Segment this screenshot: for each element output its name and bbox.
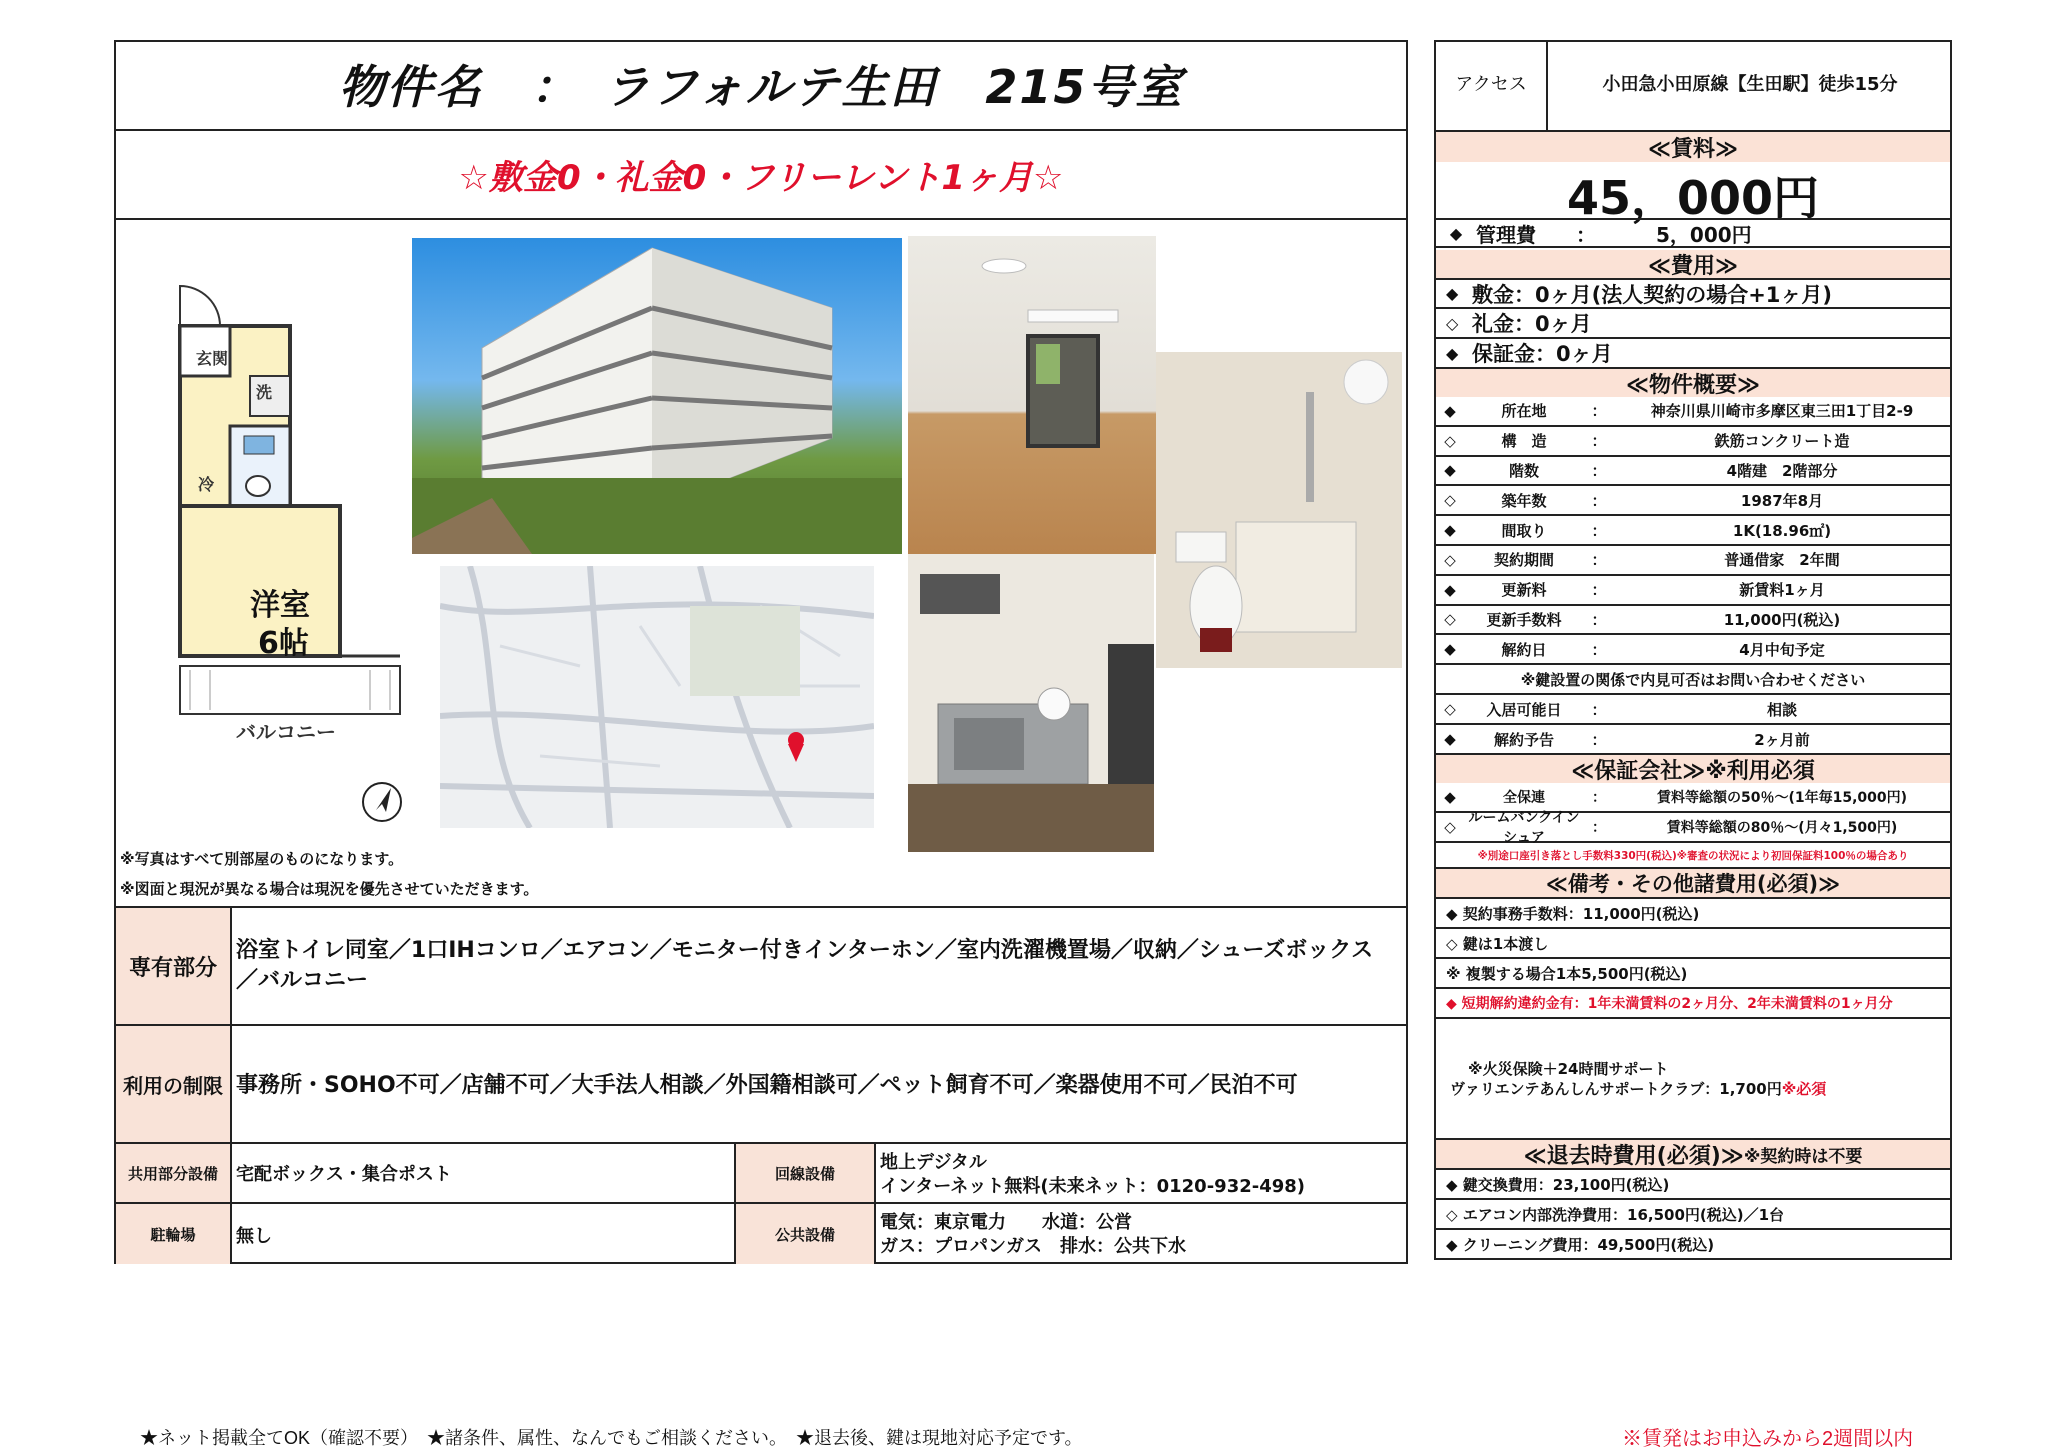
guarantor-value: 賃料等総額の50％～(1年毎15,000円) bbox=[1656, 790, 1908, 806]
overview-value: 鉄筋コンクリート造 bbox=[1714, 432, 1850, 451]
overview-value: 4階建 2階部分 bbox=[1726, 461, 1838, 480]
overview-label: 所在地 bbox=[1501, 402, 1547, 421]
overview-mark: ◆ bbox=[1444, 521, 1456, 540]
page-title: 物件名 ： ラフォルテ生田 215号室 bbox=[338, 60, 1184, 114]
overview-value: 1987年8月 bbox=[1740, 491, 1824, 510]
line-label: 回線設備 bbox=[736, 1144, 874, 1202]
overview-value: 11,000円(税込) bbox=[1723, 610, 1841, 629]
compass-icon bbox=[360, 780, 404, 824]
divider bbox=[114, 1024, 1408, 1026]
overview-label: 間取り bbox=[1501, 521, 1547, 540]
overview-label: 構 造 bbox=[1501, 432, 1547, 451]
building-photo bbox=[412, 238, 902, 554]
overview-row: ◆ 更新料 ： 新賃料1ヶ月 bbox=[1436, 576, 1950, 606]
overview2-value: 相談 bbox=[1766, 700, 1797, 719]
overview-value: 普通借家 2年間 bbox=[1724, 551, 1840, 570]
insurance-line-1: ※火災保険＋24時間サポート bbox=[1468, 1060, 1669, 1078]
overview-mark: ◆ bbox=[1444, 461, 1456, 480]
keymoney-value: 礼金：0ヶ月 bbox=[1472, 312, 1592, 336]
guarantor-mark: ◆ bbox=[1444, 788, 1456, 806]
overview-mark: ◇ bbox=[1444, 491, 1456, 510]
line-value-1: 地上デジタル bbox=[880, 1152, 987, 1173]
overview-mark: ◆ bbox=[1444, 401, 1456, 420]
parking-label: 駐輪場 bbox=[116, 1204, 230, 1264]
rent-value: 45，000円 bbox=[1566, 171, 1820, 225]
utility-value-1: 電気：東京電力 水道：公営 bbox=[880, 1212, 1132, 1233]
overview-header: ≪物件概要≫ bbox=[1436, 369, 1950, 397]
exit-header: ≪退去時費用(必須)≫ ※契約時は不要 bbox=[1436, 1140, 1950, 1168]
insurance-line-2: ヴァリエンテあんしんサポートクラブ：1,700円※必須 bbox=[1450, 1080, 1827, 1098]
insurance-required: ※必須 bbox=[1781, 1080, 1827, 1098]
mgmt-value: 5，000円 bbox=[1656, 222, 1752, 247]
access-label: アクセス bbox=[1455, 74, 1527, 95]
deposit-value: 敷金：0ヶ月(法人契約の場合+1ヶ月) bbox=[1472, 282, 1833, 307]
overview-mark: ◇ bbox=[1444, 550, 1456, 569]
overview-value: 4月中旬予定 bbox=[1739, 640, 1825, 659]
overview-mark: ◇ bbox=[1444, 610, 1456, 629]
utility-label: 公共設備 bbox=[736, 1204, 874, 1264]
divider bbox=[1546, 40, 1548, 130]
keymoney-row: ◇ 礼金：0ヶ月 bbox=[1436, 309, 1950, 339]
mgmt-row: ◆ 管理費 ： 5，000円 bbox=[1436, 218, 1950, 248]
overview-mark: ◆ bbox=[1444, 640, 1456, 659]
overview-row: ◇ 構 造 ： 鉄筋コンクリート造 bbox=[1436, 427, 1950, 457]
fp-fridge: 冷 bbox=[198, 475, 215, 494]
guarantor-header: ≪保証会社≫※利用必須 bbox=[1436, 755, 1950, 783]
photo-note: ※写真はすべて別部屋のものになります。 bbox=[120, 850, 404, 868]
overview-row: ◇ 築年数 ： 1987年8月 bbox=[1436, 486, 1950, 516]
area-map bbox=[440, 566, 874, 828]
overview-label: 更新手数料 bbox=[1486, 610, 1562, 629]
penalty-row: ◆ 短期解約違約金有：1年未満賃料の2ヶ月分、2年未満賃料の1ヶ月分 bbox=[1436, 989, 1950, 1019]
guarantor-label: ルームバンクインシュア bbox=[1468, 810, 1580, 846]
overview2-label: 入居可能日 bbox=[1486, 700, 1562, 719]
overview-row: ◆ 解約日 ： 4月中旬予定 bbox=[1436, 635, 1950, 665]
mgmt-label: 管理費 bbox=[1476, 222, 1536, 247]
guarantor-row: ◆ 全保連 ： 賃料等総額の50％～(1年毎15,000円) bbox=[1436, 783, 1950, 813]
misc-row: ※ 複製する場合1本5,500円(税込) bbox=[1436, 959, 1950, 989]
overview2-label: 解約予告 bbox=[1493, 730, 1554, 749]
plan-note: ※図面と現況が異なる場合は現況を優先させていただきます。 bbox=[120, 880, 539, 898]
guarantor-label: 全保連 bbox=[1503, 790, 1545, 806]
private-value: 浴室トイレ同室／1口IHコンロ／エアコン／モニター付きインターホン／室内洗濯機置場／収納／シューズボックス／バルコニー bbox=[236, 938, 1374, 993]
overview-mark: ◇ bbox=[1444, 431, 1456, 450]
fp-entrance: 玄関 bbox=[196, 349, 229, 368]
overview-value: 新賃料1ヶ月 bbox=[1739, 581, 1825, 600]
guarantor-value: 賃料等総額の80％～(月々1,500円) bbox=[1666, 820, 1898, 836]
overview2-value: 2ヶ月前 bbox=[1754, 730, 1810, 749]
exit-row: ◆ 鍵交換費用：23,100円(税込) bbox=[1436, 1170, 1950, 1200]
misc-row: ◇ 鍵は1本渡し bbox=[1436, 929, 1950, 959]
overview2-row: ◆ 解約予告 ： 2ヶ月前 bbox=[1436, 725, 1950, 755]
overview-label: 階数 bbox=[1508, 461, 1539, 480]
overview-label: 解約日 bbox=[1501, 640, 1547, 659]
divider bbox=[230, 906, 232, 1264]
overview-label: 更新料 bbox=[1501, 581, 1547, 600]
overview-row: ◆ 階数 ： 4階建 2階部分 bbox=[1436, 457, 1950, 487]
access-value: 小田急小田原線【生田駅】徒歩15分 bbox=[1602, 74, 1898, 95]
restrict-label: 利用の制限 bbox=[116, 1026, 230, 1142]
bathroom-photo bbox=[1156, 352, 1402, 668]
divider bbox=[114, 906, 1408, 908]
exit-row: ◇ エアコン内部洗浄費用：16,500円(税込)／1台 bbox=[1436, 1200, 1950, 1230]
overview-label: 契約期間 bbox=[1493, 551, 1554, 570]
deposit-row: ◆ 敷金：0ヶ月(法人契約の場合+1ヶ月) bbox=[1436, 278, 1950, 309]
guarantor-mark: ◇ bbox=[1444, 818, 1456, 836]
divider bbox=[114, 218, 1408, 220]
overview-mark: ◆ bbox=[1444, 580, 1456, 599]
guarantor-row: ◇ ルームバンクインシュア ： 賃料等総額の80％～(月々1,500円) bbox=[1436, 813, 1950, 843]
common-label: 共用部分設備 bbox=[116, 1144, 230, 1202]
utility-value-2: ガス：プロパンガス 排水：公共下水 bbox=[880, 1236, 1186, 1257]
room-photo bbox=[908, 236, 1156, 554]
overview2-mark: ◆ bbox=[1444, 730, 1456, 748]
guarantor-note: ※別途口座引き落とし手数料330円(税込)※審査の状況により初回保証料100％の場合あり bbox=[1436, 843, 1950, 869]
footer-notes: ★ネット掲載全てOK（確認不要） ★諸条件、属性、なんでもご相談ください。 ★退去後、鍵は現地対応予定です。 bbox=[140, 1428, 1083, 1448]
fp-room-size: 6帖 bbox=[258, 626, 309, 661]
overview-row: ◇ 契約期間 ： 普通借家 2年間 bbox=[1436, 546, 1950, 576]
rent-header: ≪賃料≫ bbox=[1436, 132, 1950, 162]
parking-value: 無し bbox=[236, 1226, 272, 1247]
overview-row: ◆ 所在地 ： 神奈川県川崎市多摩区東三田1丁目2-9 bbox=[1436, 397, 1950, 427]
private-label: 専有部分 bbox=[116, 908, 230, 1024]
common-value: 宅配ボックス・集合ポスト bbox=[236, 1164, 452, 1185]
footer-deadline: ※賃発はお申込みから2週間以内 bbox=[1622, 1428, 1914, 1450]
fp-washer: 洗 bbox=[256, 383, 273, 402]
fees-header: ≪費用≫ bbox=[1436, 250, 1950, 278]
exit-row: ◆ クリーニング費用：49,500円(税込) bbox=[1436, 1230, 1950, 1260]
guarantee-row: ◆ 保証金：0ヶ月 bbox=[1436, 339, 1950, 369]
overview2-row: ◇ 入居可能日 ： 相談 bbox=[1436, 695, 1950, 725]
line-value-2: インターネット無料(未来ネット：0120-932-498) bbox=[880, 1176, 1306, 1197]
campaign-banner: ☆敷金0・礼金0・フリーレント1ヶ月☆ bbox=[458, 157, 1064, 198]
misc-row: ◆ 契約事務手数料：11,000円(税込) bbox=[1436, 899, 1950, 929]
overview-row: ◆ 間取り ： 1K(18.96㎡) bbox=[1436, 516, 1950, 546]
misc-header: ≪備考・その他諸費用(必須)≫ bbox=[1436, 869, 1950, 897]
overview-label: 築年数 bbox=[1501, 491, 1547, 510]
overview-note: ※鍵設置の関係で内見可否はお問い合わせください bbox=[1436, 665, 1950, 695]
restrict-value: 事務所・SOHO不可／店舗不可／大手法人相談／外国籍相談可／ペット飼育不可／楽器使用不可／民泊不可 bbox=[236, 1073, 1298, 1098]
fp-balcony: バルコニー bbox=[236, 720, 336, 744]
guarantee-value: 保証金：0ヶ月 bbox=[1472, 342, 1613, 366]
overview2-mark: ◇ bbox=[1444, 700, 1456, 718]
overview-row: ◇ 更新手数料 ： 11,000円(税込) bbox=[1436, 606, 1950, 636]
exit-note: ※契約時は不要 bbox=[1743, 1146, 1863, 1167]
divider bbox=[874, 1142, 876, 1264]
fp-room-name: 洋室 bbox=[250, 588, 310, 623]
kitchen-photo bbox=[908, 554, 1154, 852]
overview-value: 1K(18.96㎡) bbox=[1732, 521, 1832, 540]
overview-value: 神奈川県川崎市多摩区東三田1丁目2-9 bbox=[1650, 402, 1914, 421]
